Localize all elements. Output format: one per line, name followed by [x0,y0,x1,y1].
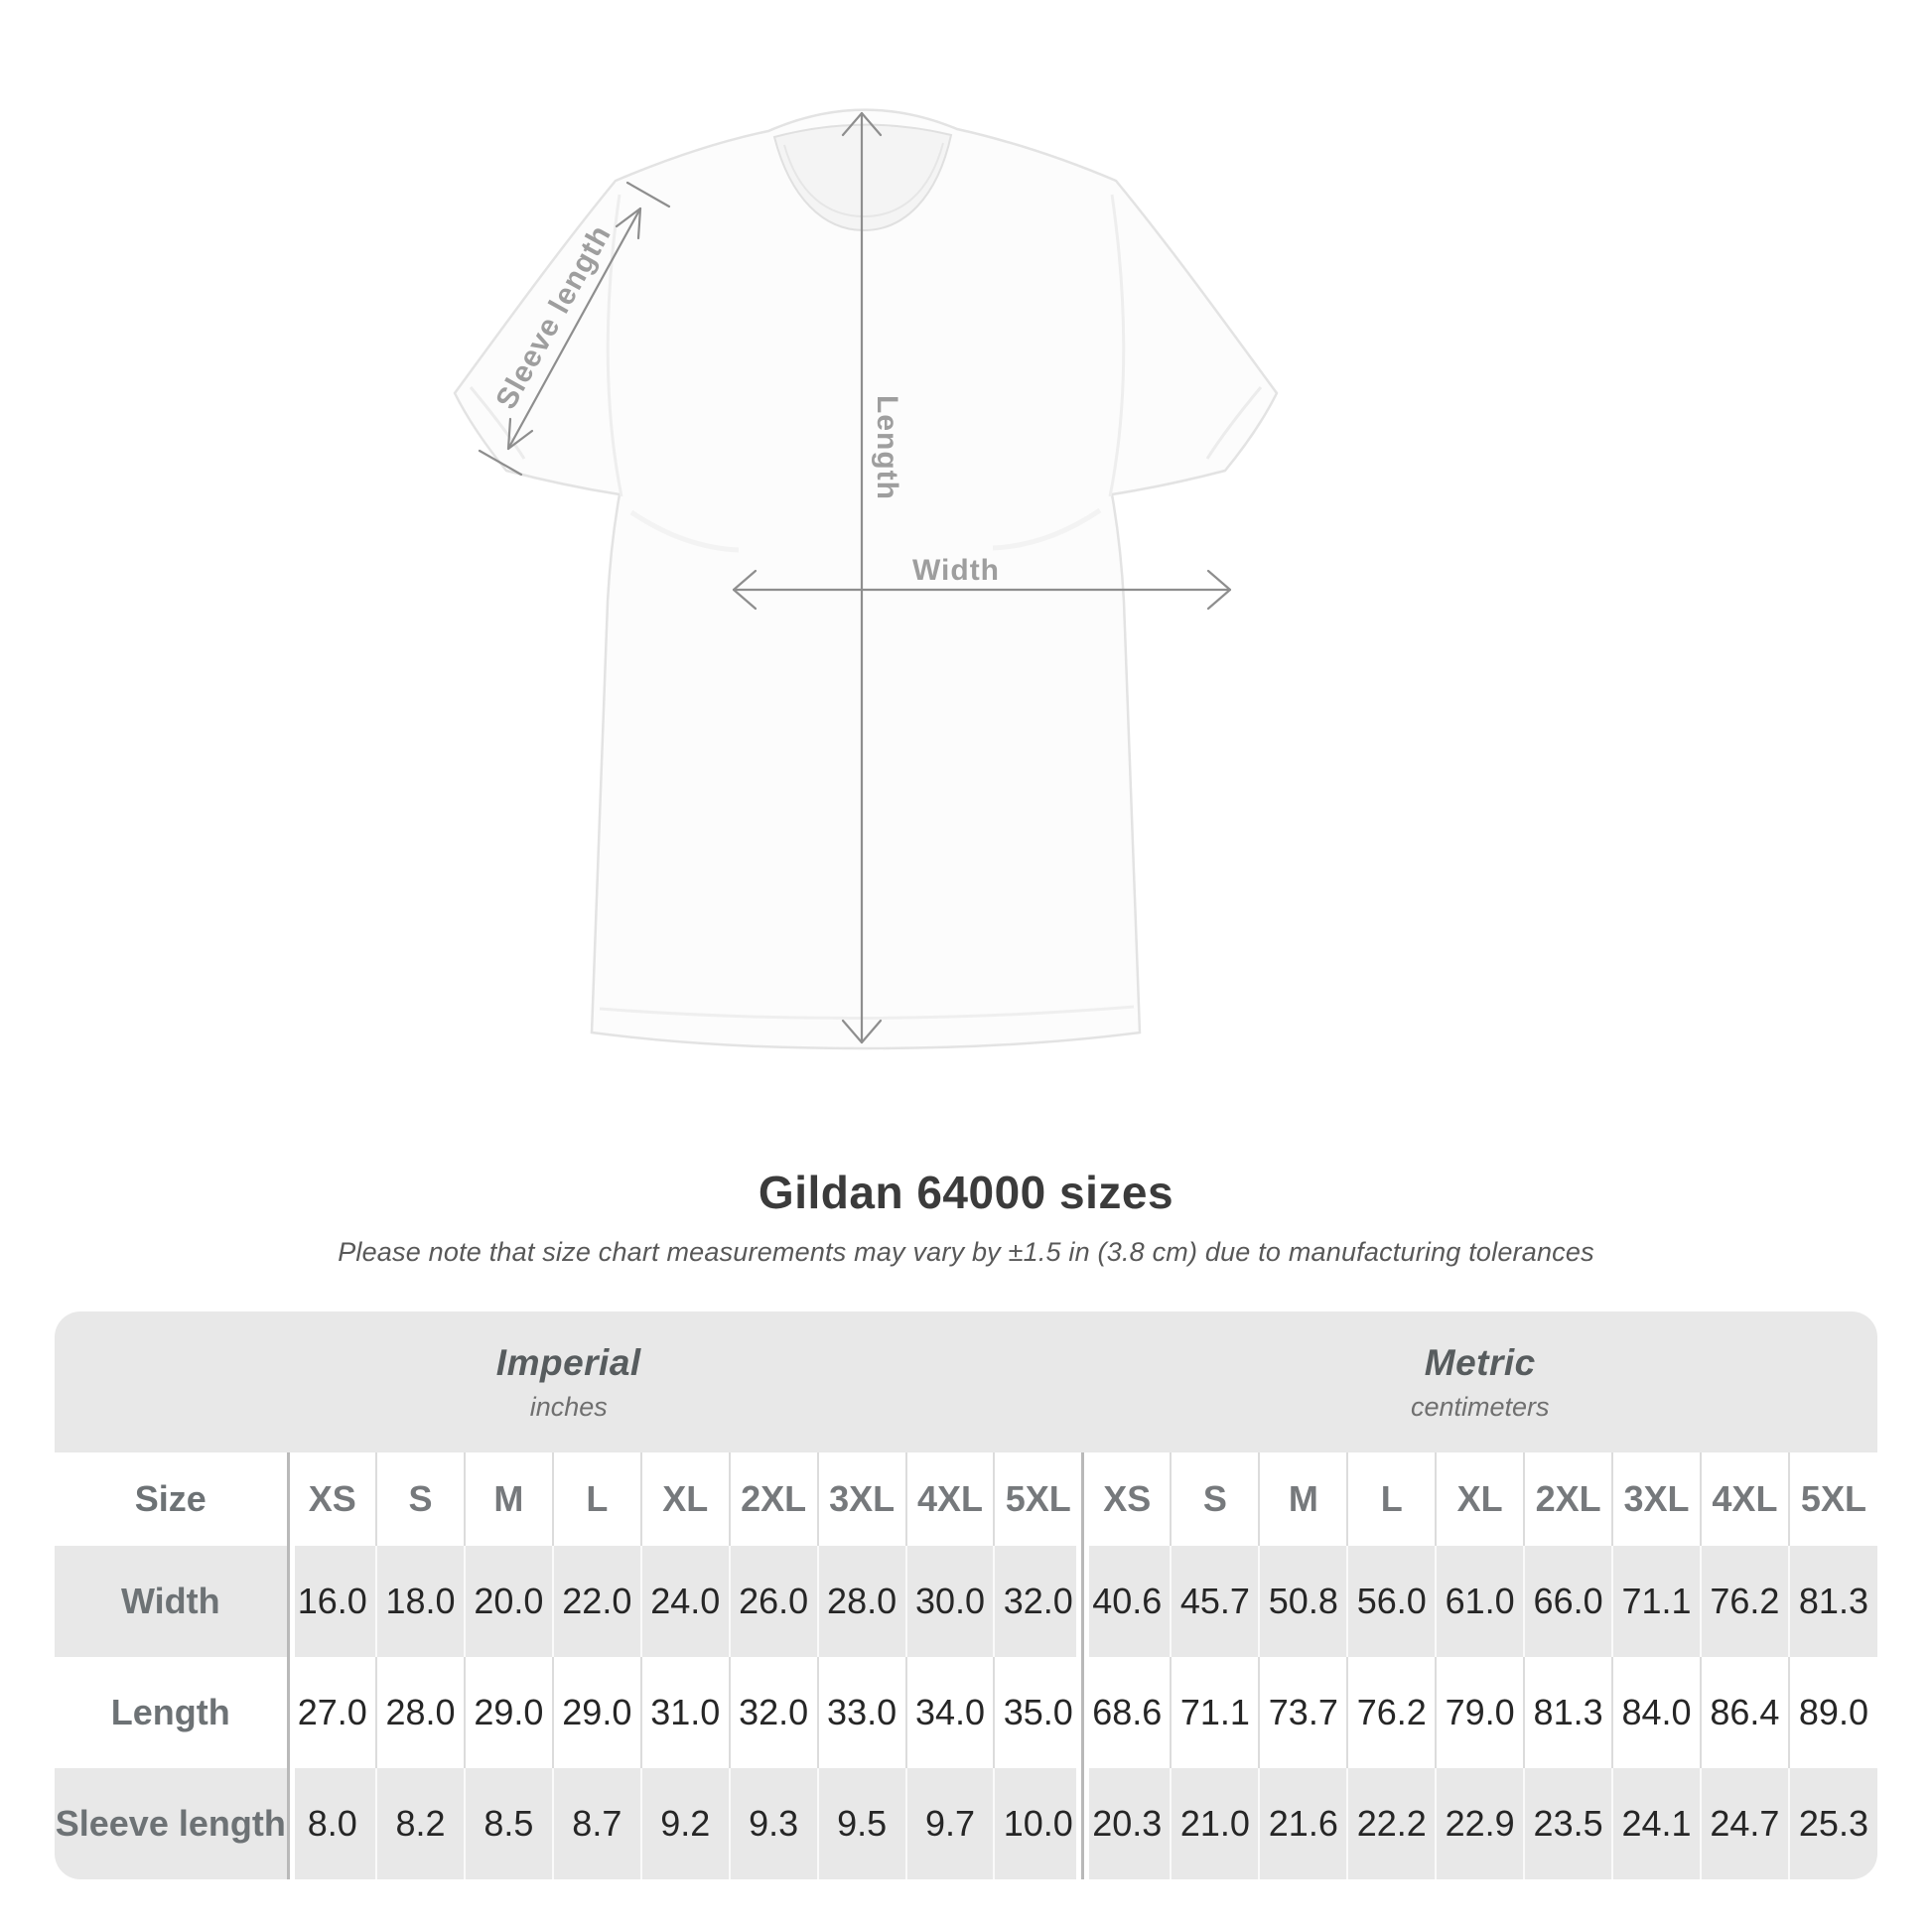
size-column-title: Size [134,1478,207,1519]
measurement-value-cell: 68.6 [1083,1657,1172,1768]
metric-group-header [1083,1311,1877,1452]
measurement-value-cell: 81.3 [1524,1657,1612,1768]
measurement-value-cell: 79.0 [1436,1657,1524,1768]
measurement-value-cell: 66.0 [1524,1546,1612,1657]
size-col-header: 4XL [906,1452,995,1546]
measurement-value-cell: 40.6 [1083,1546,1172,1657]
size-col-header: S [376,1452,465,1546]
tolerance-note: Please note that size chart measurements may vary by ±1.5 in (3.8 cm) due to manufacturing tolerances [338,1237,1594,1267]
measurement-value-cell: 8.7 [553,1768,641,1879]
measurement-value-cell: 34.0 [906,1657,995,1768]
imperial-group-unit: inches [529,1391,608,1422]
size-col-header: L [553,1452,641,1546]
measurement-value-cell: 89.0 [1789,1657,1877,1768]
measurement-value-cell: 9.2 [641,1768,730,1879]
measurement-value-cell: 9.3 [730,1768,818,1879]
size-col-header: 4XL [1701,1452,1789,1546]
measurement-value-cell: 16.0 [288,1546,376,1657]
measurement-value-cell: 33.0 [818,1657,906,1768]
width-label: Width [911,554,1001,587]
title-block [0,1166,1932,1268]
measurement-value-cell: 24.7 [1701,1768,1789,1879]
row-label: Sleeve length [55,1803,286,1844]
measurement-value-cell: 76.2 [1347,1657,1436,1768]
measurement-value-cell: 22.9 [1436,1768,1524,1879]
size-col-header: L [1347,1452,1436,1546]
measurement-value-cell: 30.0 [906,1546,995,1657]
measurement-value-cell: 27.0 [288,1657,376,1768]
measurement-value-cell: 25.3 [1789,1768,1877,1879]
size-chart [55,1311,1877,1879]
measurement-value-cell: 71.1 [1612,1546,1701,1657]
measurement-value-cell: 56.0 [1347,1546,1436,1657]
measurement-value-cell: 18.0 [376,1546,465,1657]
measurement-value-cell: 21.0 [1171,1768,1259,1879]
measurement-value-cell: 8.5 [465,1768,553,1879]
measurement-value-cell: 35.0 [994,1657,1082,1768]
imperial-group-header [55,1311,1083,1452]
measurement-value-cell: 45.7 [1171,1546,1259,1657]
sleeve-length-label: Sleeve length [489,219,619,415]
size-col-header: M [465,1452,553,1546]
page-title: Gildan 64000 sizes [758,1167,1174,1218]
size-col-header: M [1259,1452,1347,1546]
measurement-value-cell: 23.5 [1524,1768,1612,1879]
measurement-value-cell: 26.0 [730,1546,818,1657]
metric-group-name: Metric [1424,1341,1536,1383]
row-label: Length [110,1692,230,1732]
measurement-value-cell: 86.4 [1701,1657,1789,1768]
measurement-value-cell: 73.7 [1259,1657,1347,1768]
measurement-value-cell: 9.5 [818,1768,906,1879]
table-row-width [55,1546,1877,1657]
size-chart-table [55,1311,1877,1879]
size-col-header: 2XL [1524,1452,1612,1546]
measurement-value-cell: 24.1 [1612,1768,1701,1879]
measurement-value-cell: 22.2 [1347,1768,1436,1879]
measurement-value-cell: 28.0 [376,1657,465,1768]
size-header-row [55,1452,1877,1546]
size-col-header: S [1171,1452,1259,1546]
measurement-value-cell: 61.0 [1436,1546,1524,1657]
measurement-value-cell: 22.0 [553,1546,641,1657]
table-row-sleeve-length [55,1768,1877,1879]
measurement-value-cell: 29.0 [553,1657,641,1768]
metric-group-unit: centimeters [1410,1391,1550,1422]
size-col-header: 5XL [1789,1452,1877,1546]
measurement-value-cell: 10.0 [994,1768,1082,1879]
size-col-header: 3XL [818,1452,906,1546]
measurement-value-cell: 20.0 [465,1546,553,1657]
size-col-header: 3XL [1612,1452,1701,1546]
size-col-header: XS [288,1452,376,1546]
measurement-value-cell: 24.0 [641,1546,730,1657]
size-col-header: 2XL [730,1452,818,1546]
measurement-value-cell: 50.8 [1259,1546,1347,1657]
size-col-header: 5XL [994,1452,1082,1546]
measurement-value-cell: 29.0 [465,1657,553,1768]
measurement-value-cell: 32.0 [994,1546,1082,1657]
measurement-value-cell: 32.0 [730,1657,818,1768]
length-label: Length [871,395,903,500]
size-col-header: XL [1436,1452,1524,1546]
measurement-value-cell: 84.0 [1612,1657,1701,1768]
measurement-value-cell: 76.2 [1701,1546,1789,1657]
measurement-value-cell: 9.7 [906,1768,995,1879]
measurement-value-cell: 8.0 [288,1768,376,1879]
imperial-group-name: Imperial [495,1341,641,1383]
unit-group-header-row [55,1311,1877,1452]
row-label: Width [120,1581,220,1621]
measurement-value-cell: 8.2 [376,1768,465,1879]
size-col-header: XS [1083,1452,1172,1546]
measurement-value-cell: 20.3 [1083,1768,1172,1879]
measurement-value-cell: 31.0 [641,1657,730,1768]
measurement-value-cell: 21.6 [1259,1768,1347,1879]
measurement-value-cell: 71.1 [1171,1657,1259,1768]
size-col-header: XL [641,1452,730,1546]
table-row-length [55,1657,1877,1768]
measurement-value-cell: 81.3 [1789,1546,1877,1657]
measurement-value-cell: 28.0 [818,1546,906,1657]
